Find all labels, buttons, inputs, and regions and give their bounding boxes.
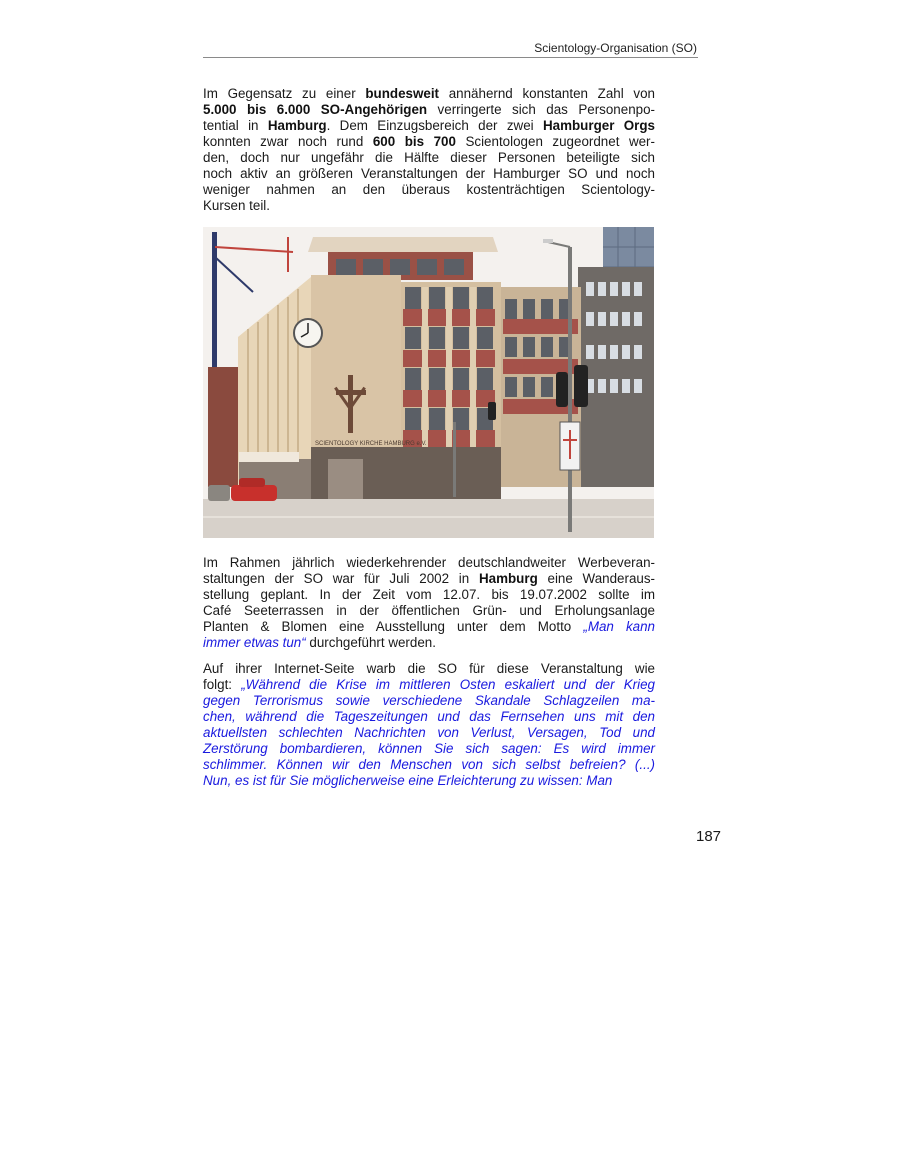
text-run: durchgeführt werden. bbox=[305, 635, 436, 650]
text-line bbox=[203, 725, 655, 741]
text-run: annähernd konstanten Zahl von bbox=[439, 86, 656, 101]
text-run: tential in bbox=[203, 118, 268, 133]
text-run: weniger nahmen an den überaus kostenträchtigen Scientology- bbox=[203, 182, 655, 197]
text-run: eine Wanderaus- bbox=[537, 571, 655, 586]
quoted-text: aktuellsten schlechten Nachrichten von Verlust, Versagen, Tod und bbox=[203, 725, 655, 740]
text-line bbox=[203, 150, 655, 166]
text-line bbox=[203, 661, 655, 677]
emphasis-bold: 5.000 bis 6.000 SO-Angehörigen bbox=[203, 102, 428, 117]
quoted-text: schlimmer. Können wir den Menschen von sich selbst befreien? (...) bbox=[203, 757, 655, 772]
text-line bbox=[203, 635, 655, 651]
building-photo-illustration bbox=[203, 227, 654, 538]
text-run: Scientologen zugeordnet wer- bbox=[455, 134, 655, 149]
text-run: Kursen teil. bbox=[203, 198, 270, 213]
text-line bbox=[203, 86, 655, 102]
header-rule bbox=[203, 57, 698, 58]
text-run: staltungen der SO war für Juli 2002 in bbox=[203, 571, 479, 586]
text-run: verringerte sich das Personenpo- bbox=[427, 102, 655, 117]
text-run: konnten zwar noch rund bbox=[203, 134, 373, 149]
text-line bbox=[203, 118, 655, 134]
building-photo bbox=[203, 227, 654, 538]
text-run: Planten & Blomen eine Ausstellung unter dem Motto bbox=[203, 619, 584, 634]
emphasis-bold: Hamburger Orgs bbox=[542, 118, 655, 133]
page-number: 187 bbox=[696, 828, 722, 845]
text-line bbox=[203, 166, 655, 182]
text-run: Café Seeterrassen in der öffentlichen Grün- und Erholungsanlage bbox=[203, 603, 655, 618]
paragraph-website-quote bbox=[203, 661, 655, 789]
emphasis-bold: Hamburg bbox=[267, 118, 327, 133]
text-line bbox=[203, 587, 655, 603]
text-run: . Dem Einzugsbereich der zwei bbox=[326, 118, 543, 133]
quoted-text: „Man kann bbox=[583, 619, 655, 634]
text-line bbox=[203, 571, 655, 587]
emphasis-bold: Hamburg bbox=[478, 571, 538, 586]
text-run: folgt: bbox=[203, 677, 242, 692]
text-line bbox=[203, 134, 655, 150]
text-line bbox=[203, 757, 655, 773]
text-run: den, doch nur ungefähr die Hälfte dieser Personen beteiligte sich bbox=[203, 150, 655, 165]
quoted-text: chen, während die Tageszeitungen und das Fernsehen uns mit den bbox=[203, 709, 655, 724]
svg-text:SCIENTOLOGY KIRCHE HAMBURG e.V: SCIENTOLOGY KIRCHE HAMBURG e.V. bbox=[315, 441, 427, 447]
emphasis-bold: bundesweit bbox=[365, 86, 440, 101]
text-line bbox=[203, 693, 655, 709]
quoted-text: Nun, es ist für Sie möglicherweise eine Erleichterung zu wissen: Man bbox=[203, 773, 613, 788]
text-line bbox=[203, 182, 655, 198]
text-run: noch aktiv an größeren Veranstaltungen der Hamburger SO und noch bbox=[203, 166, 655, 181]
text-line bbox=[203, 709, 655, 725]
text-line bbox=[203, 619, 655, 635]
text-line bbox=[203, 555, 655, 571]
text-line bbox=[203, 773, 655, 789]
text-line bbox=[203, 603, 655, 619]
text-run: Im Rahmen jährlich wiederkehrender deutschlandweiter Werbeveran- bbox=[203, 555, 655, 570]
quoted-text: „Während die Krise im mittleren Osten eskaliert und der Krieg bbox=[241, 677, 655, 692]
text-run: Im Gegensatz zu einer bbox=[203, 86, 366, 101]
text-line bbox=[203, 102, 655, 118]
paragraph-exhibition bbox=[203, 555, 655, 651]
text-line bbox=[203, 677, 655, 693]
running-header: Scientology-Organisation (SO) bbox=[534, 41, 697, 55]
text-run: Auf ihrer Internet-Seite warb die SO für diese Veranstaltung wie bbox=[203, 661, 655, 676]
quoted-text: Zerstörung bombardieren, können Sie sich sagen: Es wird immer bbox=[203, 741, 655, 756]
quoted-text: immer etwas tun“ bbox=[203, 635, 306, 650]
text-run: stellung geplant. In der Zeit vom 12.07. bis 19.07.2002 sollte im bbox=[203, 587, 655, 602]
paragraph-membership bbox=[203, 86, 655, 214]
quoted-text: gegen Terrorismus sowie verschiedene Skandale Schlagzeilen ma- bbox=[203, 693, 655, 708]
text-line bbox=[203, 741, 655, 757]
emphasis-bold: 600 bis 700 bbox=[372, 134, 456, 149]
text-line bbox=[203, 198, 655, 214]
